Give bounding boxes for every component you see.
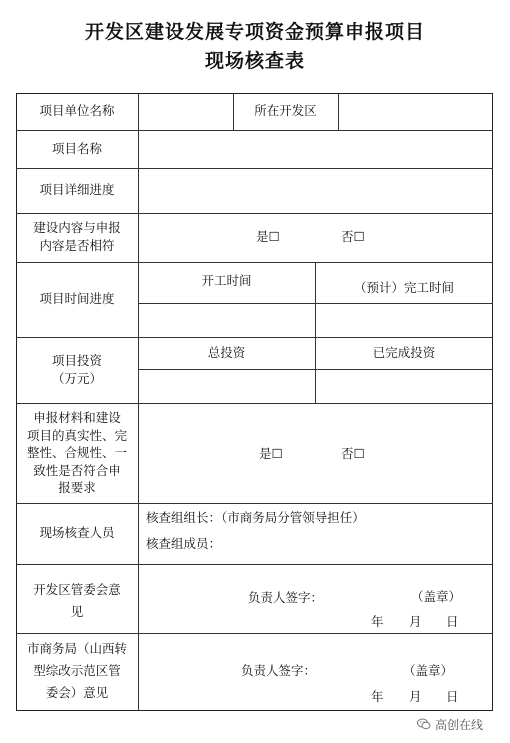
column-divider <box>338 93 339 130</box>
authenticity-label-line: 项目的真实性、完 <box>26 427 127 443</box>
watermark <box>417 713 507 735</box>
form-title: 开发区建设发展专项资金预算申报项目 <box>84 21 425 43</box>
zone-seal-label: （盖章） <box>411 589 462 604</box>
zone-date-month: 月 <box>409 614 422 629</box>
row-divider <box>16 168 493 169</box>
consistency-yes-checkbox[interactable]: 是☐ <box>256 229 280 244</box>
project-unit-name-label: 项目单位名称 <box>39 103 115 118</box>
investment-label-line: 项目投资 <box>51 353 102 368</box>
row-divider <box>16 503 493 504</box>
consistency-label <box>16 219 138 255</box>
consistency-no-checkbox[interactable]: 否☐ <box>341 229 365 244</box>
zone-committee-opinion-label <box>16 579 138 623</box>
row-divider <box>16 262 493 263</box>
watermark-text: 高创在线 <box>435 717 484 732</box>
form-subtitle: 现场核查表 <box>204 50 305 72</box>
row-divider <box>16 130 493 131</box>
team-members-field: 核查组成员： <box>146 536 222 551</box>
investment-label-line: （万元） <box>51 371 102 386</box>
zone-committee-label-line: 开发区管委会意 <box>33 582 121 597</box>
authenticity-no-checkbox[interactable]: 否☐ <box>341 446 365 461</box>
zone-date-year: 年 <box>371 614 384 629</box>
column-divider <box>138 93 139 711</box>
bureau-label-line: 型综改示范区管 <box>33 663 121 678</box>
team-leader-field: 核查组组长：（市商务局分管领导担任） <box>146 510 365 525</box>
zone-committee-label-line: 见 <box>70 604 84 619</box>
zone-date-day: 日 <box>446 614 459 629</box>
authenticity-label-line: 申报材料和建设 <box>33 410 121 425</box>
row-divider <box>16 213 493 214</box>
timeline-label: 项目时间进度 <box>39 291 115 306</box>
bureau-seal-label: （盖章） <box>403 663 454 678</box>
authenticity-label-line: 致性是否符合申 <box>33 462 121 478</box>
progress-detail-label: 项目详细进度 <box>39 182 115 197</box>
total-investment-label: 总投资 <box>207 345 246 360</box>
end-time-label: （预计）完工时间 <box>353 280 454 295</box>
zone-signature-label: 负责人签字： <box>248 590 324 605</box>
consistency-label-line: 内容是否相符 <box>39 238 115 253</box>
bureau-opinion-label <box>16 638 138 704</box>
bureau-signature-label: 负责人签字： <box>241 663 317 678</box>
inspectors-label: 现场核查人员 <box>39 525 115 540</box>
row-divider <box>16 337 493 338</box>
project-name-label: 项目名称 <box>51 141 102 156</box>
authenticity-label-line: 整性、合规性、一 <box>26 445 127 460</box>
authenticity-yes-checkbox[interactable]: 是☐ <box>259 446 283 461</box>
authenticity-label-line: 报要求 <box>58 480 96 495</box>
wechat-icon <box>417 717 431 731</box>
bureau-label-line: 市商务局（山西转 <box>26 641 127 656</box>
completed-investment-label: 已完成投资 <box>372 345 436 360</box>
bureau-date-year: 年 <box>371 689 384 704</box>
start-time-label: 开工时间 <box>201 273 252 288</box>
bureau-date-month: 月 <box>409 689 422 704</box>
investment-label <box>16 352 138 388</box>
development-zone-label: 所在开发区 <box>254 103 317 118</box>
row-divider <box>16 633 493 634</box>
row-divider <box>16 403 493 404</box>
row-divider <box>16 564 493 565</box>
bureau-label-line: 委会）意见 <box>45 685 109 700</box>
consistency-label-line: 建设内容与申报 <box>33 220 121 235</box>
column-divider <box>315 262 316 337</box>
authenticity-label <box>16 409 138 497</box>
bureau-date-day: 日 <box>446 689 459 704</box>
